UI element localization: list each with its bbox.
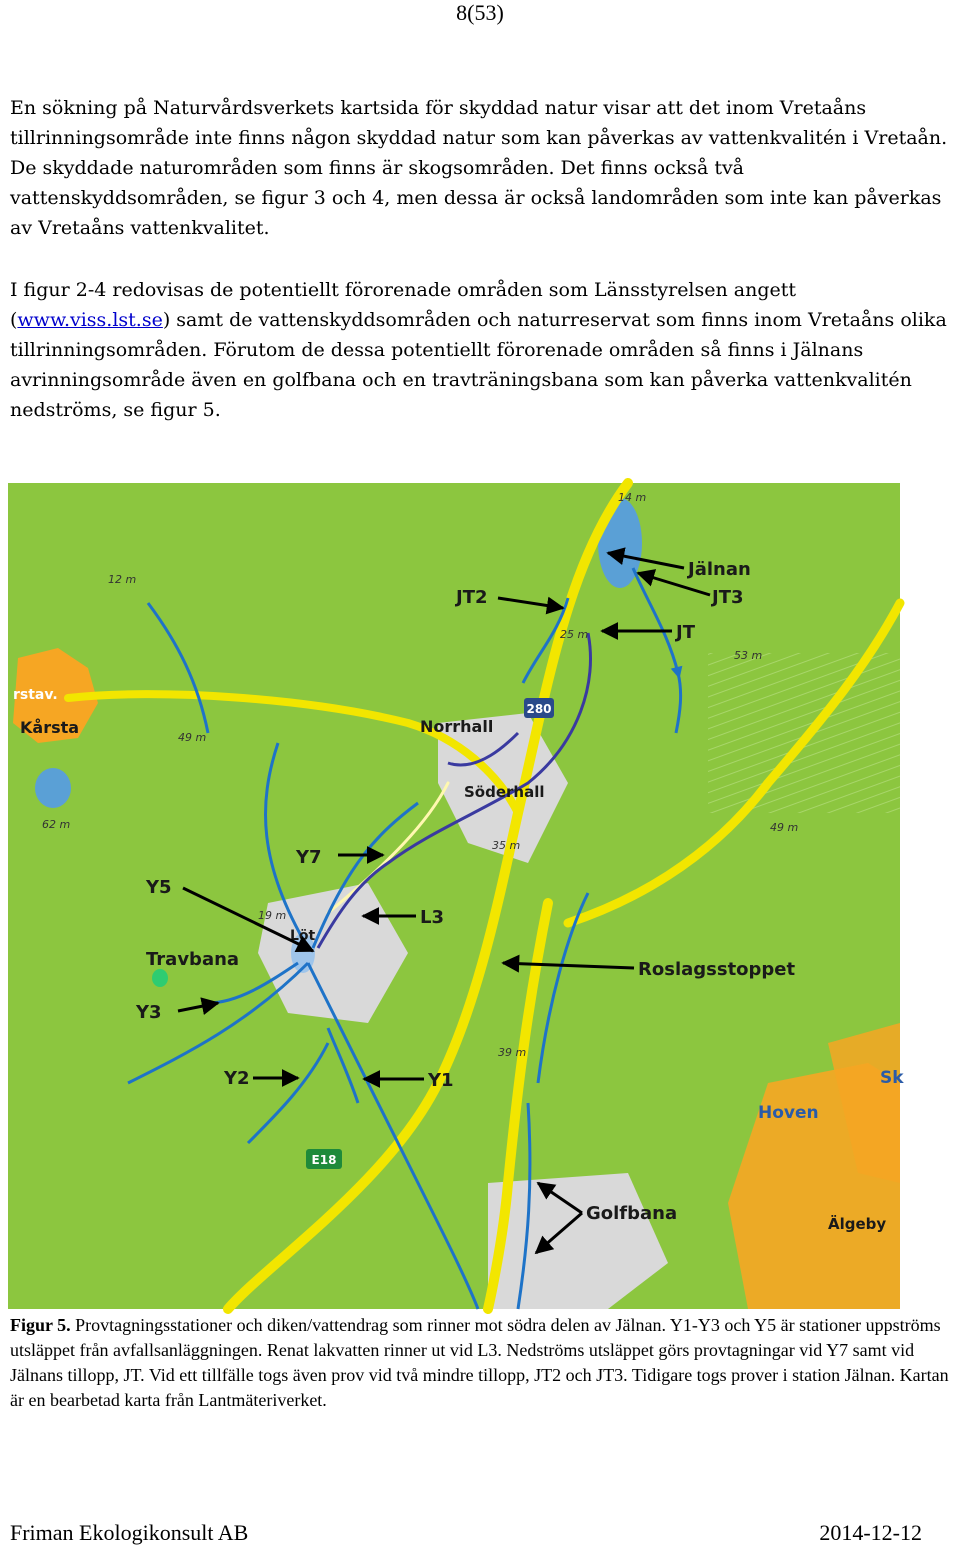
label-jt: JT: [676, 622, 695, 643]
elev-62: 62 m: [42, 818, 71, 831]
elev-39: 39 m: [498, 1046, 527, 1059]
elev-49a: 49 m: [178, 731, 207, 744]
road-sign-280: [524, 698, 554, 718]
road-sign-280-text: 280: [526, 702, 552, 716]
place-hoven: Hoven: [758, 1103, 819, 1123]
road-sign-e18-text: E18: [311, 1153, 337, 1167]
label-y7: Y7: [296, 847, 322, 868]
elev-19: 19 m: [258, 909, 287, 922]
place-algeby: Älgeby: [828, 1215, 887, 1233]
paragraph-2-before: I figur 2-4 redovisas de potentiellt förorenade områden som Länsstyrelsen angett (: [10, 279, 797, 331]
elev-25: 25 m: [560, 628, 589, 641]
place-norrhall: Norrhall: [420, 717, 494, 736]
paragraph-2-after: ) samt de vattenskyddsområden och naturreservat som finns inom Vretaåns olika tillrinningsområden. Förutom de dessa potentiellt förorenade områden så finns i Jälnans avrinningsområde även en golfbana och en travträningsbana som kan påverka vattenkvalitén nedströms, se figur 5.: [10, 309, 947, 421]
place-rstav: rstav.: [13, 687, 58, 703]
label-roslagsstoppet: Roslagsstoppet: [638, 959, 796, 980]
footer-company: Friman Ekologikonsult AB: [10, 1520, 249, 1545]
label-y1: Y1: [428, 1070, 454, 1091]
label-golfbana: Golfbana: [586, 1203, 678, 1224]
label-y5: Y5: [146, 877, 172, 898]
map-figure-5: [8, 483, 904, 1309]
label-y2: Y2: [224, 1068, 250, 1089]
caption-label: Figur 5.: [10, 1315, 71, 1335]
place-soderhall: Söderhall: [464, 783, 545, 801]
travbana-dot: [152, 969, 168, 987]
label-jt2: JT2: [456, 587, 488, 608]
paragraph-polluted-areas: [10, 275, 955, 425]
elev-12: 12 m: [108, 573, 137, 586]
footer-date: 2014-12-12: [819, 1520, 922, 1545]
label-l3: L3: [420, 907, 444, 928]
place-sk: Sk: [880, 1068, 904, 1088]
lake-karsta: [35, 768, 71, 808]
map-hatched-area: [708, 653, 900, 813]
elev-14: 14 m: [618, 491, 647, 504]
label-jt3: JT3: [712, 587, 744, 608]
paragraph-protected-nature: En sökning på Naturvårdsverkets kartsida för skyddad natur visar att det inom Vretaåns tillrinningsområde inte finns någon skyddad natur som kan påverkas av vattenkvalitén i Vretaån. De skyddade naturområden som finns är skogsområden. Det finns också två vattenskyddsområden, se figur 3 och 4, men dessa är också landområden som inte kan påverkas av Vretaåns vattenkvalitet.: [10, 97, 948, 239]
elev-35: 35 m: [492, 839, 521, 852]
road-sign-e18: [306, 1149, 342, 1169]
caption-text: Provtagningsstationer och diken/vattendrag som rinner mot södra delen av Jälnan. Y1-Y3 och Y5 är stationer uppströms utsläppet från avfallsanläggningen. Renat lakvatten rinner ut vid L3. Nedströms utsläppet görs provtagningar vid Y7 samt vid Jälnans tillopp, JT. Vid ett tillfälle togs även prov vid två mindre tillopp, JT2 och JT3. Tidigare togs prover i station Jälnan. Kartan är en bearbetad karta från Lantmäteriverket.: [10, 1315, 949, 1410]
figure-caption: [10, 1313, 955, 1413]
page-number: 8(53): [456, 0, 504, 25]
place-lot: Löt: [290, 928, 316, 944]
viss-link[interactable]: www.viss.lst.se: [17, 309, 163, 331]
label-y3: Y3: [136, 1002, 162, 1023]
elev-53: 53 m: [734, 649, 763, 662]
label-travbana: Travbana: [146, 949, 240, 970]
elev-49b: 49 m: [770, 821, 799, 834]
label-jalnan: Jälnan: [688, 559, 751, 580]
place-karsta: Kårsta: [20, 718, 80, 737]
